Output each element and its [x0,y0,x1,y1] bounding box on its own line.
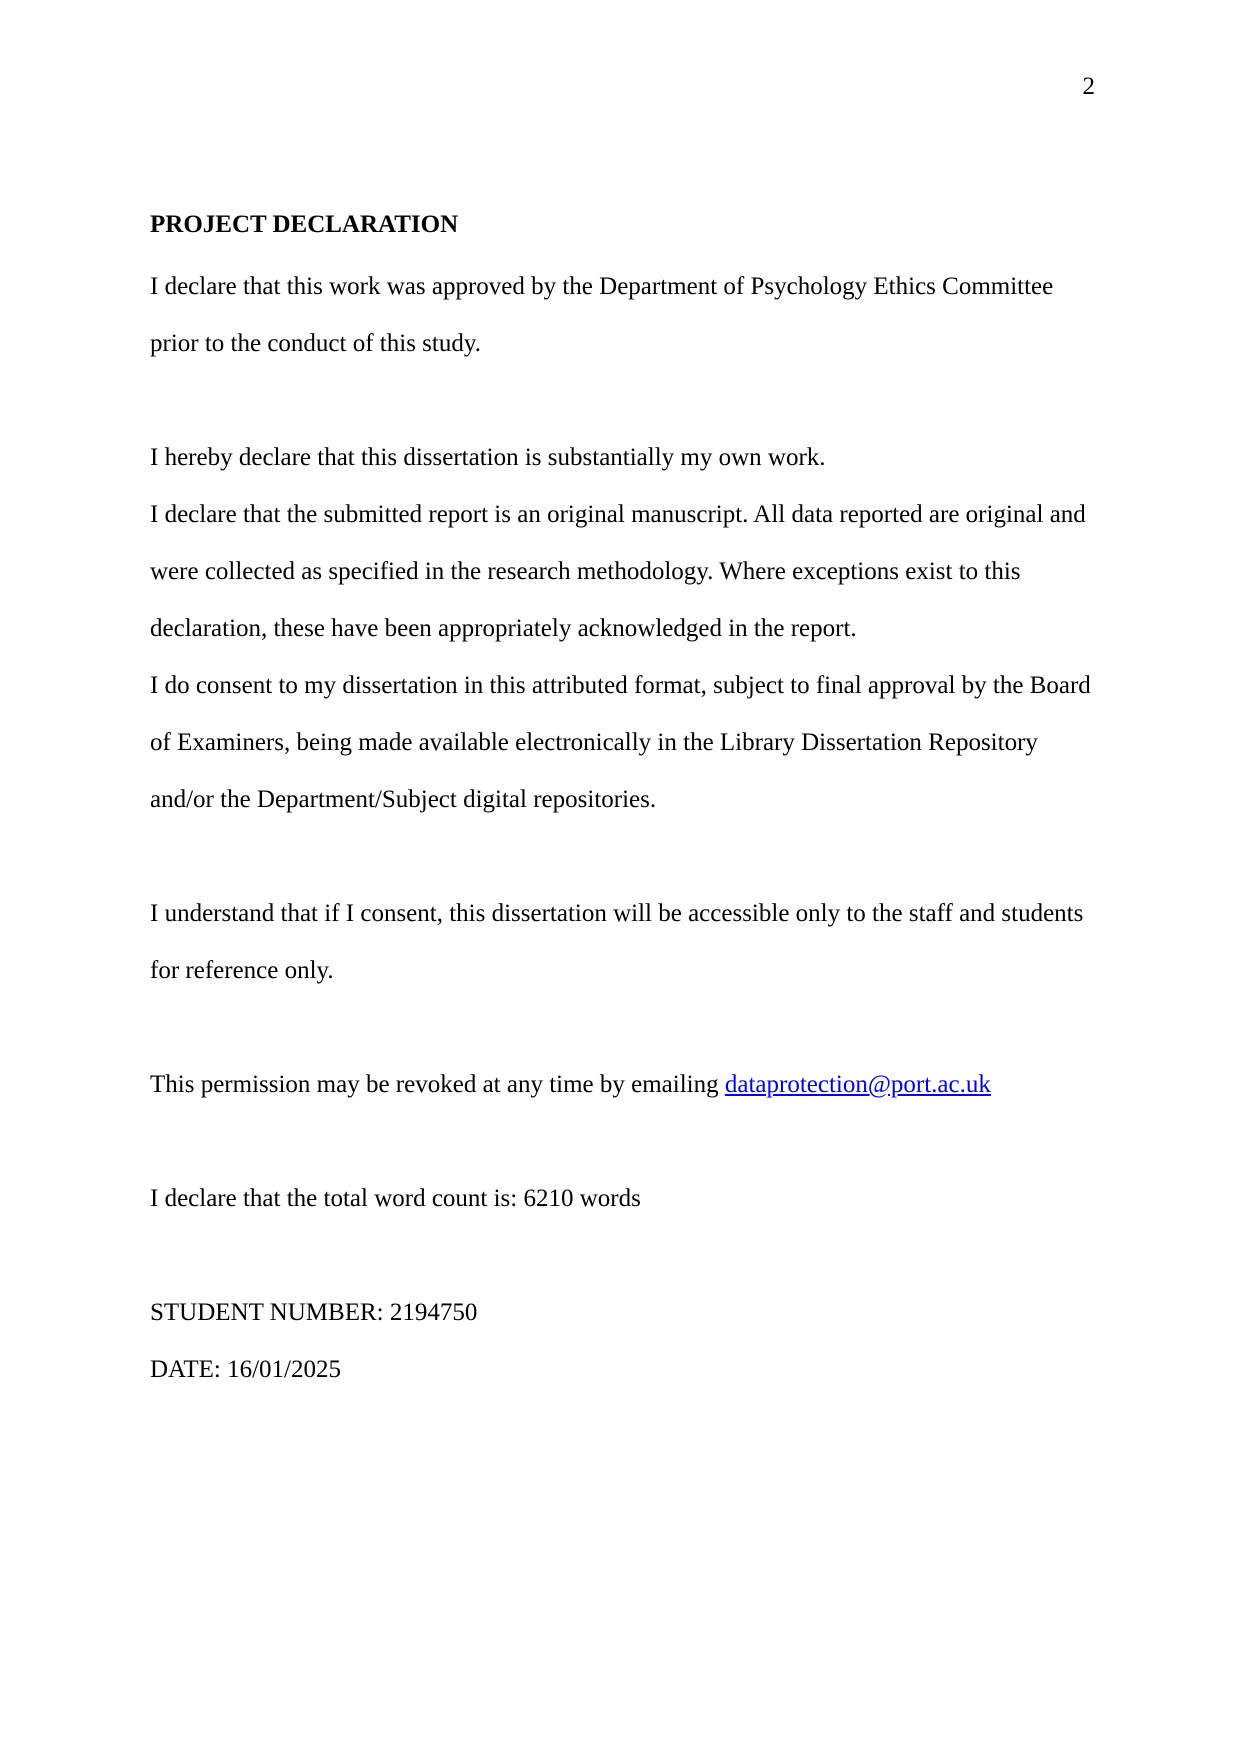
document-body [150,196,1095,1398]
paragraph-original-manuscript: I declare that the submitted report is an original manuscript. All data reported are original and were collected as specified in the research methodology. Where exceptions exist to this declaration, these have been appropriately acknowledged in the report. [150,501,1086,642]
paragraph-ethics-approval: I declare that this work was approved by the Department of Psychology Ethics Committee prior to the conduct of this study. [150,273,1054,357]
paragraph-consent-repository: I do consent to my dissertation in this attributed format, subject to final approval by the Board of Examiners, being made available electronically in the Library Dissertation Repository and/or the Department/Subject digital repositories. [150,672,1091,813]
revoke-permission-text: This permission may be revoked at any time by emailing [150,1071,725,1098]
paragraph-word-count: I declare that the total word count is: 6210 words [150,1185,641,1212]
paragraph-access-consent: I understand that if I consent, this dissertation will be accessible only to the staff and students for reference only. [150,900,1084,984]
page-title: PROJECT DECLARATION [150,211,459,238]
paragraph-revoke-permission [150,1056,1095,1113]
student-number-line: STUDENT NUMBER: 2194750 [150,1299,478,1326]
date-line: DATE: 16/01/2025 [150,1356,341,1383]
data-protection-email-link[interactable]: dataprotection@port.ac.uk [724,1071,991,1098]
paragraph-own-work: I hereby declare that this dissertation is substantially my own work. [150,444,826,471]
page-number: 2 [1082,73,1095,100]
